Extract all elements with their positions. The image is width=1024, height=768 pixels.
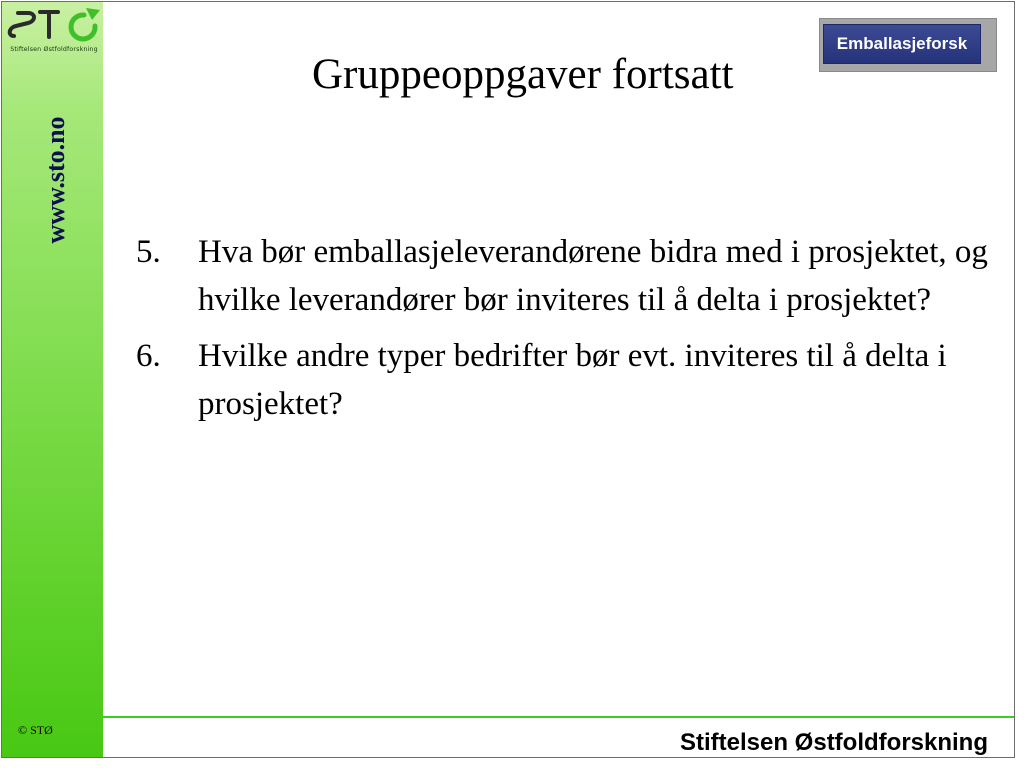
question-list: [136, 228, 1006, 436]
emballasjeforsk-label: Emballasjeforsk: [823, 24, 981, 64]
item-text: Hvilke andre typer bedrifter bør evt. inviteres til å delta i prosjektet?: [198, 338, 947, 422]
item-text: Hva bør emballasjeleverandørene bidra med i prosjektet, og hvilke leverandører bør inviteres til å delta i prosjektet?: [198, 234, 988, 318]
item-number: 5.: [136, 234, 161, 270]
list-item: [136, 228, 1006, 324]
copyright-notice: © STØ: [18, 723, 53, 737]
footer-organization: Stiftelsen Østfoldforskning: [679, 729, 988, 756]
item-number: 6.: [136, 338, 161, 374]
list-item: [136, 332, 1006, 428]
slide-title: Gruppeoppgaver fortsatt: [312, 51, 734, 98]
sidebar: [2, 2, 103, 758]
logo-caption: Stiftelsen Østfoldforskning: [10, 46, 98, 53]
site-url-link[interactable]: www.sto.no: [41, 116, 70, 244]
emballasjeforsk-badge: [819, 18, 997, 72]
sto-logo: [6, 6, 102, 58]
footer-divider: [103, 716, 1014, 718]
sto-logo-icon: [6, 6, 102, 46]
